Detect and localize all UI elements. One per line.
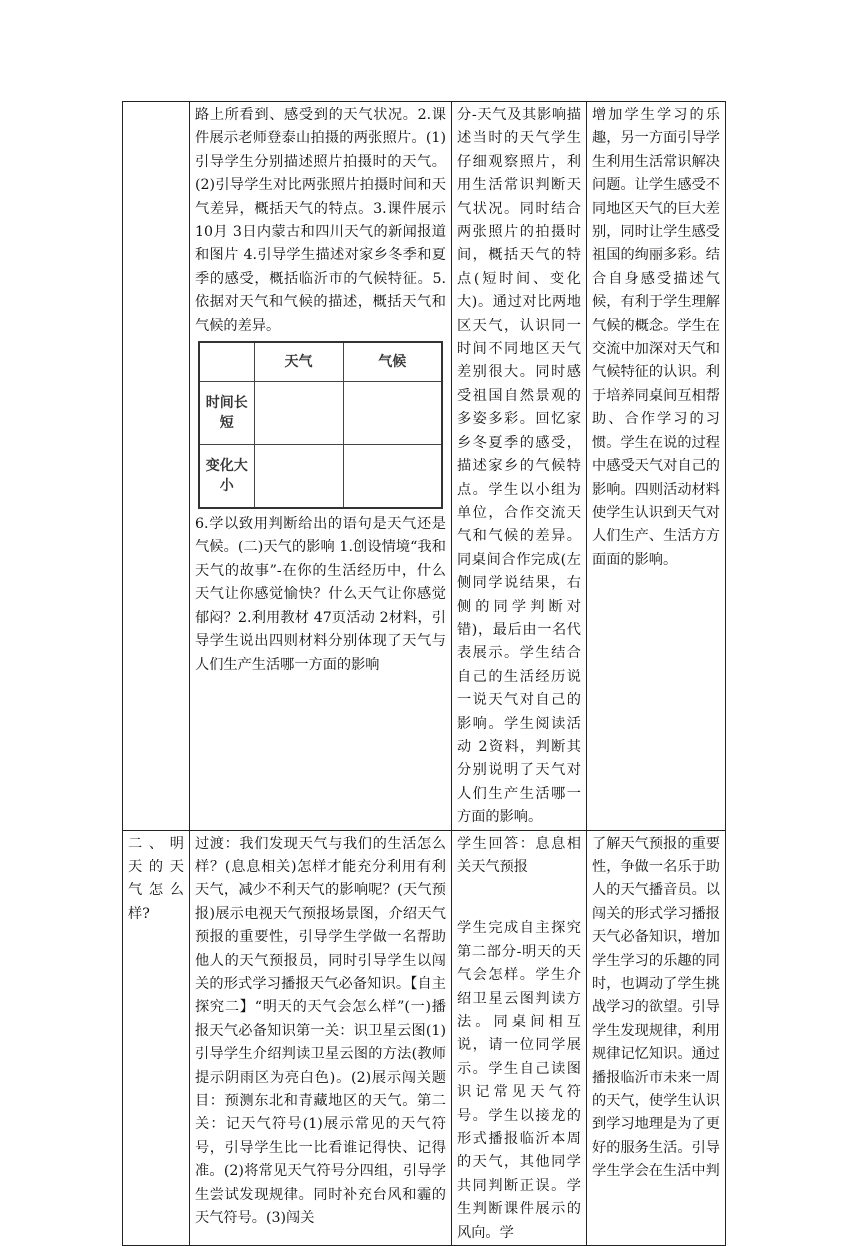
student-activity-cell: 分-天气及其影响描述当时的天气学生仔细观察照片，利用生活常识判断天气状况。同时结合两张照片的拍摄时间，概括天气的特点(短时间、变化大)。通过对比两地区天气，认识同一时间不同地区天气差别很大。同时感受祖国自然景观的多姿多彩。回忆家乡冬夏季的感受，描述家乡的气候特点。学生以小组为单位，合作交流天气和气候的差异。同桌间合作完成(左侧同学说结果，右侧的同学判断对错)，最后由一名代表展示。学生结合自己的生活经历说一说天气对自己的影响。学生阅读活动 2资料，判断其分别说明了天气对人们生产生活哪一方面的影响。 [452,102,587,831]
inner-header-blank [199,342,254,382]
inner-row-change-label: 变化大小 [199,445,254,509]
inner-header-climate: 气候 [343,342,442,382]
table-row [123,830,726,1246]
lesson-plan-table [122,101,726,1246]
student-activity-cell [452,830,587,1246]
design-intent-cell: 增加学生学习的乐趣，另一方面引导学生利用生活常识解决问题。让学生感受不同地区天气的巨大差别，同时让学生感受祖国的绚丽多彩。结合自身感受描述气候，有利于学生理解气候的概念。学生在交流中加深对天气和气候特征的认识。利于培养同桌间互相帮助、合作学习的习惯。学生在说的过程中感受天气对自己的影响。四则活动材料使学生认识到天气对人们生产、生活方方面面的影响。 [587,102,726,831]
inner-cell-empty [254,445,343,509]
inner-cell-empty [343,445,442,509]
inner-cell-empty [343,382,442,445]
teacher-text: 路上所看到、感受到的天气状况。2.课件展示老师登泰山拍摄的两张照片。(1)引导学生分别描述照片拍摄时的天气。(2)引导学生对比两张照片拍摄时间和天气差异，概括天气的特点。3.课件展示 10月 3日内蒙古和四川天气的新闻报道和图片 4.引导学生描述对家乡冬季和夏季的感受，概括临沂市的气候特征。5.依据对天气和气候的描述，概括天气和气候的差异。 [195,107,446,334]
inner-cell-empty [254,382,343,445]
design-intent-cell: 了解天气预报的重要性，争做一名乐于助人的天气播音员。以闯关的形式学习播报天气必备知识，增加学生学习的乐趣的同时，也调动了学生挑战学习的欲望。引导学生发现规律，利用规律记忆知识。通过播报临沂市未来一周的天气，使学生认识到学习地理是为了更好的服务生活。引导学生学会在生活中判 [587,830,726,1246]
weather-climate-comparison-table [198,341,443,509]
activity-cell: 二、明天的天气怎么样? [123,830,190,1246]
activity-cell [123,102,190,831]
teacher-text: 6.学以致用判断给出的语句是天气还是气候。(二)天气的影响 1.创设情境“我和天气的故事”-在你的生活经历中，什么天气让你感觉愉快？什么天气让你感觉郁闷？2.利用教材 47页活动 2材料，引导学生说出四则材料分别体现了天气与人们生产生活哪一方面的影响 [195,516,446,673]
student-text: 学生回答：息息相关天气预报 [457,835,581,875]
table-row [123,102,726,831]
student-text: 学生完成自主探究第二部分-明天的天气会怎样。学生介绍卫星云图判读方法。同桌间相互说，请一位同学展示。学生自己读图识记常见天气符号。学生以接龙的形式播报临沂本周的天气，其他同学共同判断正误。学生判断课件展示的风向。学 [457,920,581,1241]
teacher-activity-cell: 过渡：我们发现天气与我们的生活怎么样？(息息相关)怎样才能充分利用有利天气，减少不利天气的影响呢？(天气预报)展示电视天气预报场景图，介绍天气预报的重要性，引导学生学做一名帮助他人的天气预报员，同时引导学生以闯关的形式学习播报天气必备知识。【自主探究二】“明天的天气会怎么样”(一)播报天气必备知识第一关：识卫星云图(1)引导学生介绍判读卫星云图的方法(教师提示阴雨区为亮白色)。(2)展示闯关题目：预测东北和青藏地区的天气。第二关：记天气符号(1)展示常见的天气符号，引导学生比一比看谁记得快、记得准。(2)将常见天气符号分四组，引导学生尝试发现规律。同时补充台风和霾的天气符号。(3)闯关 [190,830,452,1246]
teacher-activity-cell [190,102,452,831]
spacer [457,879,581,917]
inner-header-weather: 天气 [254,342,343,382]
inner-row-time-label: 时间长短 [199,382,254,445]
